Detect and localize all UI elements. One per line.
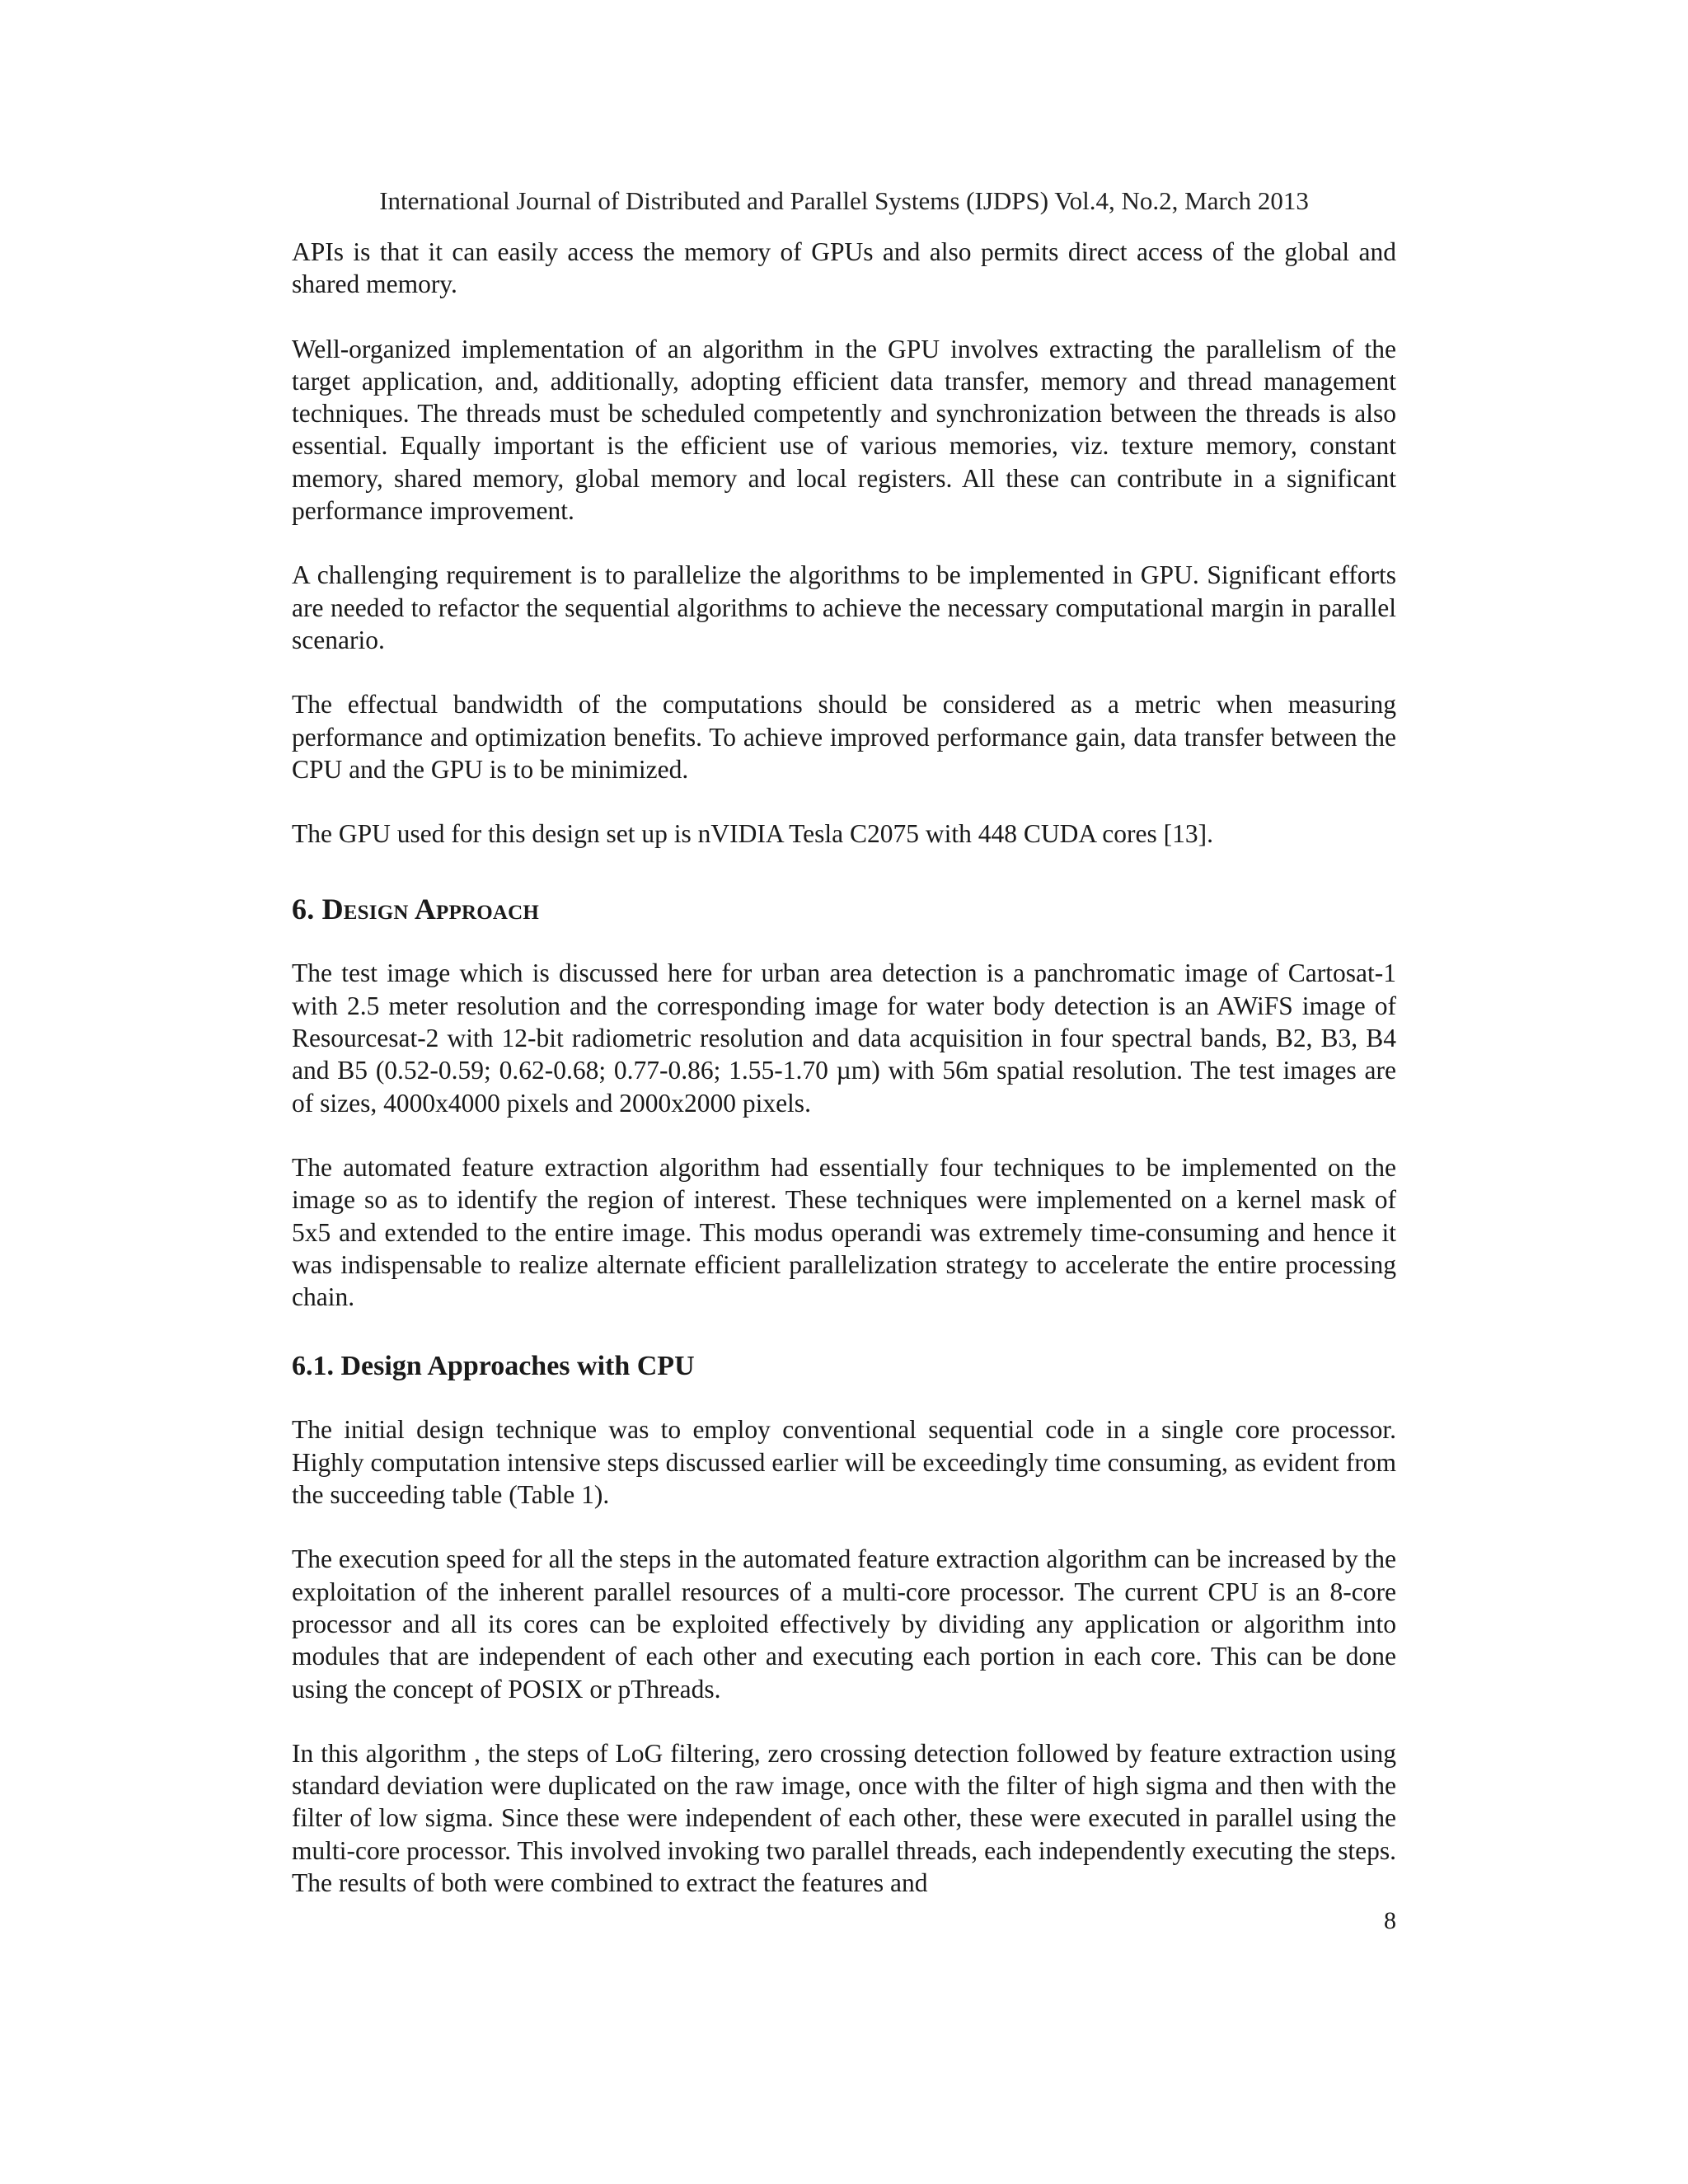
page-number: 8 bbox=[1384, 1907, 1396, 1934]
subsection-heading-cpu: 6.1. Design Approaches with CPU bbox=[292, 1351, 695, 1382]
body-content bbox=[292, 236, 1396, 1931]
paragraph-sequential-design: The initial design technique was to employ conventional sequential code in a single core processor. Highly computation intensive steps discussed earlier will be exceedingly time consuming, as evident from the succeeding table (Table 1). bbox=[292, 1415, 1396, 1510]
paragraph-gpu-implementation: Well-organized implementation of an algorithm in the GPU involves extracting the parallelism of the target application, and, additionally, adopting efficient data transfer, memory and thread management techniques. The threads must be scheduled competently and synchronization between the threads is also essential. Equally important is the efficient use of various memories, viz. texture memory, constant memory, shared memory, global memory and local registers. All these can contribute in a significant performance improvement. bbox=[292, 334, 1396, 526]
running-header: International Journal of Distributed and Parallel Systems (IJDPS) Vol.4, No.2, March 2013 bbox=[379, 186, 1309, 215]
paragraph-multicore: The execution speed for all the steps in the automated feature extraction algorithm can be increased by the exploitation of the inherent parallel resources of a multi-core processor. The current CPU is an 8-core processor and all its cores can be exploited effectively by dividing any application or algorithm into modules that are independent of each other and executing each portion in each core. This can be done using the concept of POSIX or pThreads. bbox=[292, 1544, 1396, 1704]
section-heading-design-approach: 6. Design Approach bbox=[292, 893, 540, 926]
paragraph-feature-extraction: The automated feature extraction algorithm had essentially four techniques to be implemented on the image so as to identify the region of interest. These techniques were implemented on a kernel mask of 5x5 and extended to the entire image. This modus operandi was extremely time-consuming and hence it was indispensable to realize alternate efficient parallelization strategy to accelerate the entire processing chain. bbox=[292, 1152, 1396, 1312]
paragraph-gpu-used: The GPU used for this design set up is nVIDIA Tesla C2075 with 448 CUDA cores [13]. bbox=[292, 819, 1213, 849]
paragraph-gpu-api: APIs is that it can easily access the memory of GPUs and also permits direct access of the global and shared memory. bbox=[292, 237, 1396, 299]
paragraph-test-image: The test image which is discussed here for urban area detection is a panchromatic image of Cartosat-1 with 2.5 meter resolution and the corresponding image for water body detection is an AWiFS image of Resourcesat-2 with 12-bit radiometric resolution and data acquisition in four spectral bands, B2, B3, B4 and B5 (0.52-0.59; 0.62-0.68; 0.77-0.86; 1.55-1.70 µm) with 56m spatial resolution. The test images are of sizes, 4000x4000 pixels and 2000x2000 pixels. bbox=[292, 958, 1396, 1118]
paragraph-log-filtering: In this algorithm , the steps of LoG filtering, zero crossing detection followed by feature extraction using standard deviation were duplicated on the raw image, once with the filter of high sigma and then with the filter of low sigma. Since these were independent of each other, these were executed in parallel using the multi-core processor. This involved invoking two parallel threads, each independently executing the steps. The results of both were combined to extract the features and bbox=[292, 1738, 1396, 1897]
paragraph-bandwidth: The effectual bandwidth of the computations should be considered as a metric when measuring performance and optimization benefits. To achieve improved performance gain, data transfer between the CPU and the GPU is to be minimized. bbox=[292, 690, 1396, 784]
paragraph-parallelize-requirement: A challenging requirement is to parallelize the algorithms to be implemented in GPU. Significant efforts are needed to refactor the sequential algorithms to achieve the necessary computational margin in parallel scenario. bbox=[292, 560, 1396, 654]
